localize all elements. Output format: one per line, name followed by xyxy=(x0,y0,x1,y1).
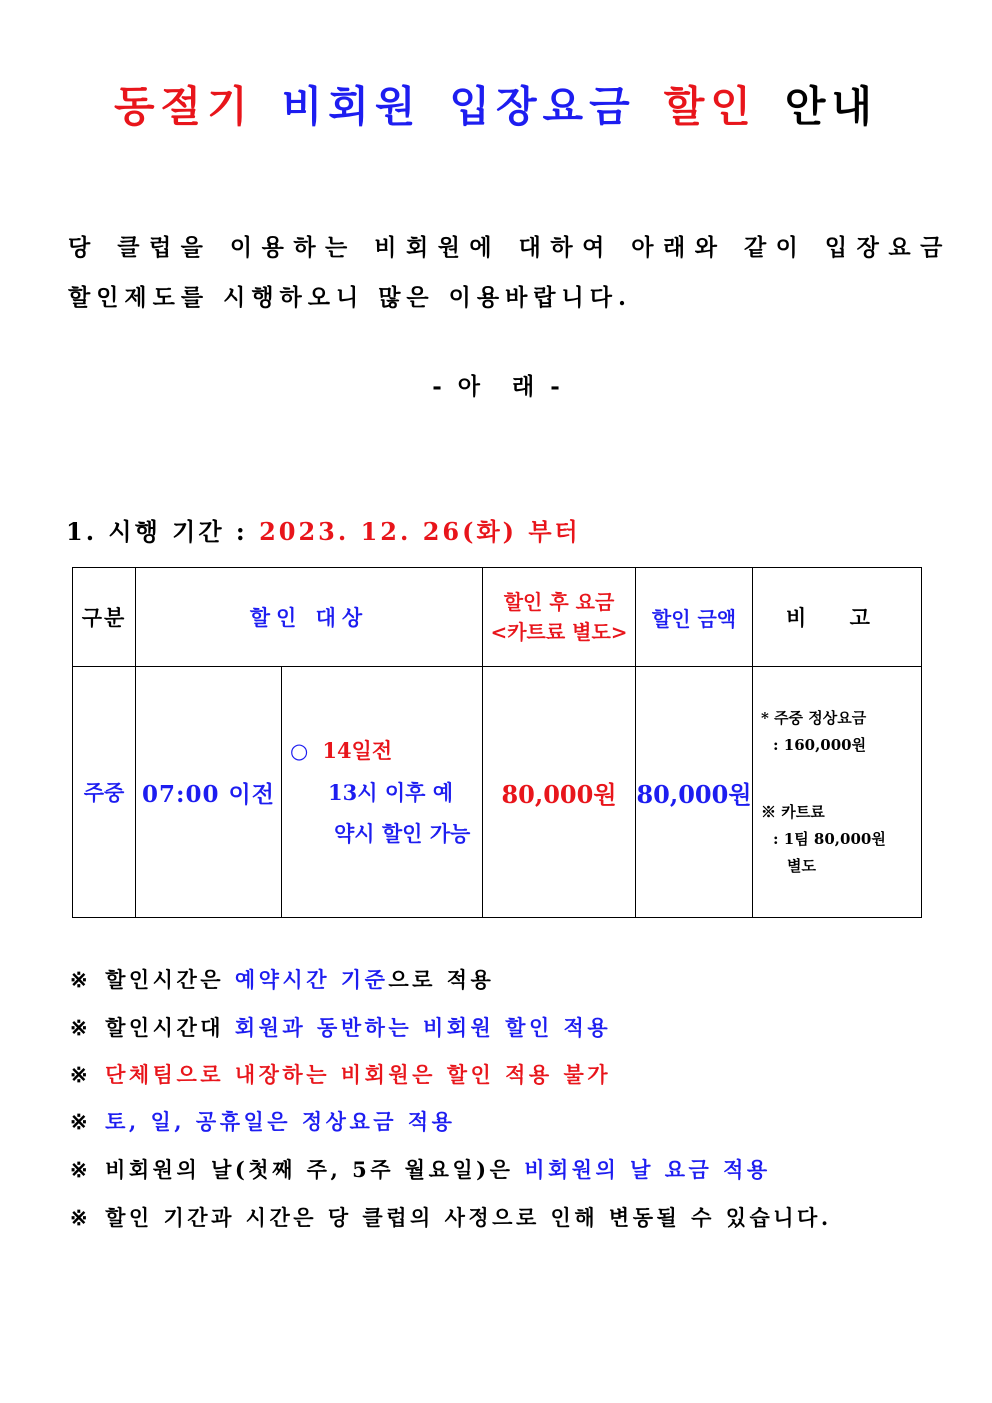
cell-after-fee: 80,000원 xyxy=(483,667,636,918)
section-heading-below: - 아 래 - xyxy=(432,373,560,400)
table-row xyxy=(73,667,922,918)
reference-mark-icon: ※ xyxy=(70,967,92,992)
note-2-text-a: 할인시간대 xyxy=(105,1015,235,1040)
title-part-winter: 동절기 xyxy=(113,82,254,131)
page-title xyxy=(0,74,992,134)
header-after-fee-line1: 할인 후 요금 xyxy=(503,590,615,614)
note-4-text: 토, 일, 공휴일은 정상요금 적용 xyxy=(105,1109,456,1134)
title-part-discount: 할인 xyxy=(663,82,757,131)
header-type: 구분 xyxy=(73,568,136,667)
header-after-fee xyxy=(483,568,636,667)
header-discount: 할인 금액 xyxy=(636,568,753,667)
reference-mark-icon: ※ xyxy=(70,1062,92,1087)
condition-line-1: 14일전 xyxy=(322,738,393,763)
cell-time: 07:00 이전 xyxy=(136,667,282,918)
note-item-5 xyxy=(70,1154,771,1184)
note-1-text-a: 할인시간은 xyxy=(105,967,235,992)
note-item-1 xyxy=(70,964,494,994)
reference-mark-icon: ※ xyxy=(70,1157,92,1182)
note-item-4 xyxy=(70,1106,455,1136)
header-target: 할인 대상 xyxy=(136,568,483,667)
note-5-text-a: 비회원의 날(첫째 주, 5주 월요일)은 xyxy=(105,1157,525,1182)
period-line xyxy=(66,512,581,547)
title-part-notice: 안내 xyxy=(784,82,879,131)
cell-type: 주중 xyxy=(73,667,136,918)
circle-bullet-icon: ○ xyxy=(290,739,309,763)
condition-line-3: 약시 할인 가능 xyxy=(334,821,471,846)
title-part-nonmember: 비회원 xyxy=(281,82,422,131)
memo-line-4: : 1팀 80,000원 xyxy=(773,829,886,848)
note-2-text-b: 회원과 동반하는 비회원 할인 적용 xyxy=(234,1015,612,1040)
note-6-text: 할인 기간과 시간은 당 클럽의 사정으로 인해 변동될 수 있습니다. xyxy=(105,1205,832,1230)
memo-line-1: * 주중 정상요금 xyxy=(761,708,867,727)
title-part-fee: 입장요금 xyxy=(449,82,636,131)
note-1-text-c: 으로 적용 xyxy=(388,967,495,992)
header-after-fee-line2: <카트료 별도> xyxy=(490,620,628,644)
cell-condition xyxy=(282,667,483,918)
note-3-text: 단체팀으로 내장하는 비회원은 할인 적용 불가 xyxy=(105,1062,612,1087)
header-note: 비 고 xyxy=(753,568,922,667)
memo-line-3: ※ 카트료 xyxy=(761,802,825,821)
note-item-3 xyxy=(70,1059,611,1089)
period-label: 1. 시행 기간 : xyxy=(66,517,248,546)
memo-line-2: : 160,000원 xyxy=(773,735,867,754)
reference-mark-icon: ※ xyxy=(70,1109,92,1134)
reference-mark-icon: ※ xyxy=(70,1015,92,1040)
intro-line-2: 할인제도를 시행하오니 많은 이용바랍니다. xyxy=(68,284,632,311)
cell-memo xyxy=(753,667,922,918)
note-1-text-b: 예약시간 기준 xyxy=(234,967,389,992)
period-value: 2023. 12. 26(화) 부터 xyxy=(259,517,581,546)
memo-line-5: 별도 xyxy=(787,856,816,875)
intro-line-1: 당 클럽을 이용하는 비회원에 대하여 아래와 같이 입장요금 xyxy=(68,234,952,261)
fee-table xyxy=(72,567,922,918)
condition-line-2: 13시 이후 예 xyxy=(328,780,453,805)
table-header-row xyxy=(73,568,922,667)
reference-mark-icon: ※ xyxy=(70,1205,92,1230)
cell-discount: 80,000원 xyxy=(636,667,753,918)
note-item-6 xyxy=(70,1202,832,1232)
note-item-2 xyxy=(70,1012,611,1042)
note-5-text-b: 비회원의 날 요금 적용 xyxy=(524,1157,771,1182)
